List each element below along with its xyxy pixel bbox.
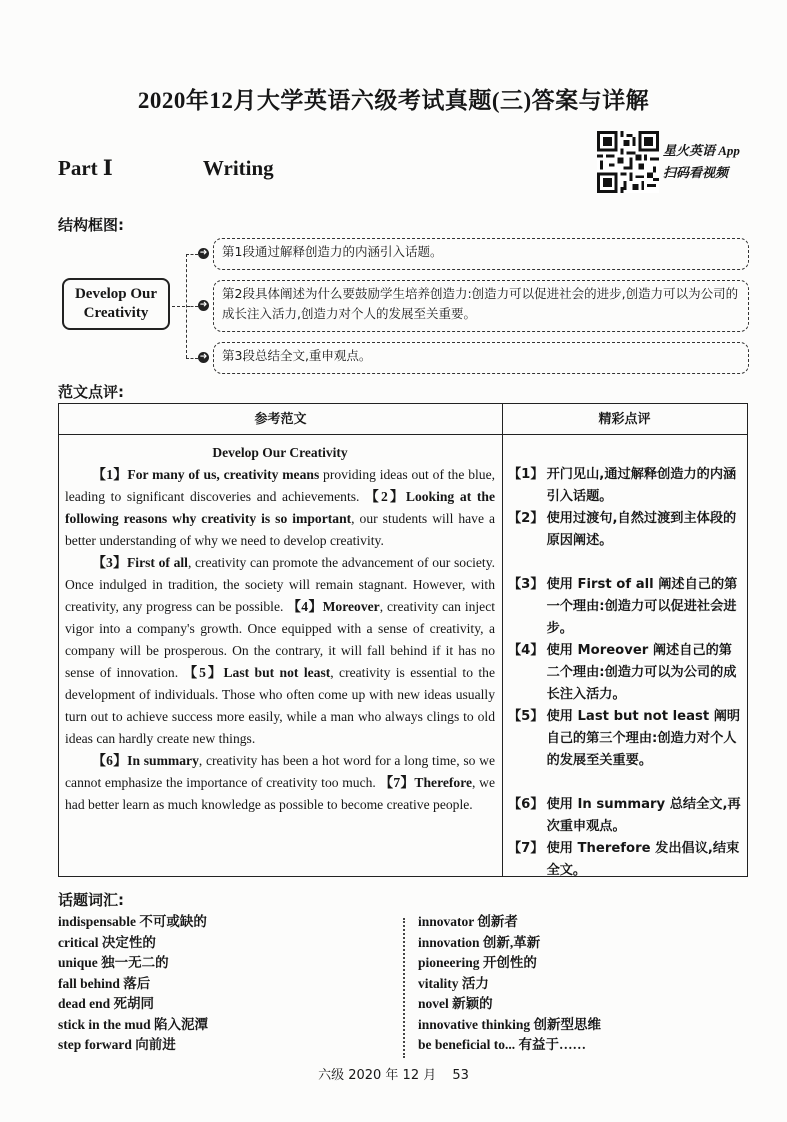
- root-line-1: Develop Our: [74, 286, 158, 302]
- page-title: 2020年12月大学英语六级考试真题(三)答案与详解: [137, 88, 650, 113]
- comment-text: 使用 Therefore 发出倡议,结束全文。: [546, 841, 740, 878]
- vocab-item: fall behind 落后: [58, 975, 151, 991]
- comment-text: 使用过渡句,自然过渡到主体段的原因阐述。: [546, 511, 737, 548]
- vocabulary-list-left: [58, 912, 208, 1056]
- sentence-text: , we had better learn as much knowledge as possible to become creative people.: [65, 775, 495, 812]
- comment-marker: 【5】: [508, 709, 544, 724]
- comment-text: 使用 First of all 阐述自己的第一个理由:创造力可以促进社会进步。: [546, 577, 738, 636]
- essay-review-table: [58, 403, 748, 877]
- qr-caption-app: 星火英语 App: [663, 143, 740, 158]
- comment-marker: 【1】: [508, 467, 544, 482]
- review-heading: 范文点评:: [58, 383, 124, 401]
- page-number: 53: [452, 1068, 469, 1083]
- comment-text: 开门见山,通过解释创造力的内涵引入话题。: [546, 467, 737, 504]
- sentence-text: , creativity can promote the advancement of our society. Once indulged in tradition, the society will remain stagnant. However, with creativity, any progress can be possible.: [65, 555, 496, 614]
- sentence-text: , creativity can inject vigor into a company's growth. Once equipped with a sense of creativity, a company will be prosperous. On the contrary, it will fall behind if it has no sense of innovation.: [65, 599, 496, 680]
- vocabulary-divider: [403, 918, 405, 1058]
- key-phrase: Therefore: [414, 775, 473, 790]
- diagram-node-paragraph-1: 第1段通过解释创造力的内涵引入话题。: [213, 238, 749, 270]
- vocabulary-heading: 话题词汇:: [58, 891, 124, 909]
- connector-line: [186, 254, 198, 255]
- vocab-item: step forward 向前进: [58, 1037, 176, 1052]
- essay-paragraph-3: [65, 750, 495, 816]
- arrow-right-icon: ➜: [199, 352, 208, 362]
- key-phrase: Looking at the following reasons why creativity is so important: [65, 489, 495, 526]
- root-line-2: Creativity: [83, 305, 149, 321]
- comment-marker: 【6】: [508, 797, 544, 812]
- sentence-marker: 【1】: [92, 467, 128, 482]
- vocab-item: innovative thinking 创新型思维: [418, 1016, 602, 1032]
- vocab-item: vitality 活力: [418, 975, 489, 991]
- arrow-right-icon: ➜: [199, 248, 208, 258]
- comments-column: [508, 464, 744, 882]
- vocab-item: novel 新颖的: [418, 996, 493, 1011]
- part-heading: [58, 155, 274, 181]
- sentence-marker: 【4】: [287, 599, 323, 614]
- vocab-item: critical 决定性的: [58, 934, 156, 950]
- structure-diagram: [58, 236, 750, 376]
- comment-item: [508, 794, 744, 838]
- comment-text: 使用 Last but not least 阐明自己的第三个理由:创造力对个人的发展至关重要。: [546, 709, 741, 768]
- comment-item: [508, 706, 744, 772]
- comment-item: [508, 464, 744, 508]
- comment-marker: 【3】: [508, 577, 544, 592]
- essay-paragraph-2: [65, 552, 495, 750]
- key-phrase: Moreover: [322, 599, 380, 614]
- diagram-node-paragraph-3: 第3段总结全文,重申观点。: [213, 342, 749, 374]
- sentence-text: providing ideas out of the blue, leading to significant discoveries and achievements.: [65, 467, 495, 504]
- vocab-item: dead end 死胡同: [58, 996, 155, 1011]
- table-header: [59, 404, 747, 435]
- essay-paragraph-1: [65, 464, 495, 552]
- footer-label: 六级 2020 年 12 月: [318, 1068, 437, 1083]
- vocabulary-list-right: [418, 912, 601, 1056]
- page-footer: [0, 1064, 787, 1083]
- comment-item: [508, 574, 744, 640]
- column-header-comments: 精彩点评: [598, 412, 651, 427]
- structure-heading: 结构框图:: [58, 216, 124, 234]
- comment-item: [508, 508, 744, 552]
- key-phrase: First of all: [127, 555, 188, 570]
- sentence-text: , creativity has been a hot word for a long time, so we cannot emphasize the importance of creativity too much.: [65, 753, 496, 790]
- sentence-marker: 【7】: [379, 775, 415, 790]
- diagram-root-node: [62, 278, 170, 330]
- qr-block: [597, 131, 740, 193]
- diagram-node-paragraph-2: 第2段具体阐述为什么要鼓励学生培养创造力:创造力可以促进社会的进步,创造力可以为公司的成长注入活力,创造力对个人的发展至关重要。: [213, 280, 749, 332]
- comment-item: [508, 640, 744, 706]
- arrow-right-icon: ➜: [199, 300, 208, 310]
- vocab-item: innovation 创新,革新: [418, 934, 541, 950]
- connector-line: [186, 358, 198, 359]
- comment-marker: 【7】: [508, 841, 544, 856]
- key-phrase: Last but not least: [223, 665, 331, 680]
- vocab-item: indispensable 不可或缺的: [58, 914, 207, 929]
- part-label: Part Ⅰ: [58, 156, 113, 180]
- vocab-item: pioneering 开创性的: [418, 955, 537, 970]
- vocab-item: stick in the mud 陷入泥潭: [58, 1016, 209, 1032]
- vocab-item: be beneficial to... 有益于……: [418, 1037, 586, 1052]
- comment-text: 使用 In summary 总结全文,再次重申观点。: [546, 797, 741, 834]
- sentence-text: , our students will have a better understanding of why we need to develop creativity.: [65, 511, 496, 548]
- sentence-marker: 【5】: [183, 665, 224, 680]
- sentence-text: , creativity is essential to the development of individuals. Those who often come up with new ideas usually turn out to achieve success more easily, while a man who always clings to old ideas can hardly create new things.: [65, 665, 495, 746]
- sentence-marker: 【2】: [365, 489, 406, 504]
- sentence-marker: 【3】: [92, 555, 127, 570]
- part-name: Writing: [202, 156, 274, 180]
- comment-marker: 【2】: [508, 511, 544, 526]
- column-divider: [502, 404, 503, 876]
- sample-essay: [65, 442, 495, 816]
- comment-item: [508, 838, 744, 882]
- key-phrase: In summary: [127, 753, 199, 768]
- comment-marker: 【4】: [508, 643, 544, 658]
- sentence-marker: 【6】: [92, 753, 128, 768]
- vocab-item: unique 独一无二的: [58, 955, 169, 970]
- comment-text: 使用 Moreover 阐述自己的第二个理由:创造力可以为公司的成长注入活力。: [546, 643, 737, 702]
- qr-caption: [663, 140, 740, 184]
- connector-line: [186, 306, 198, 307]
- column-header-sample-essay: 参考范文: [254, 412, 307, 427]
- qr-code-icon[interactable]: [597, 131, 659, 193]
- vocab-item: innovator 创新者: [418, 914, 518, 929]
- qr-caption-video: 扫码看视频: [663, 165, 729, 180]
- essay-title: Develop Our Creativity: [212, 445, 348, 460]
- key-phrase: For many of us, creativity means: [127, 467, 320, 482]
